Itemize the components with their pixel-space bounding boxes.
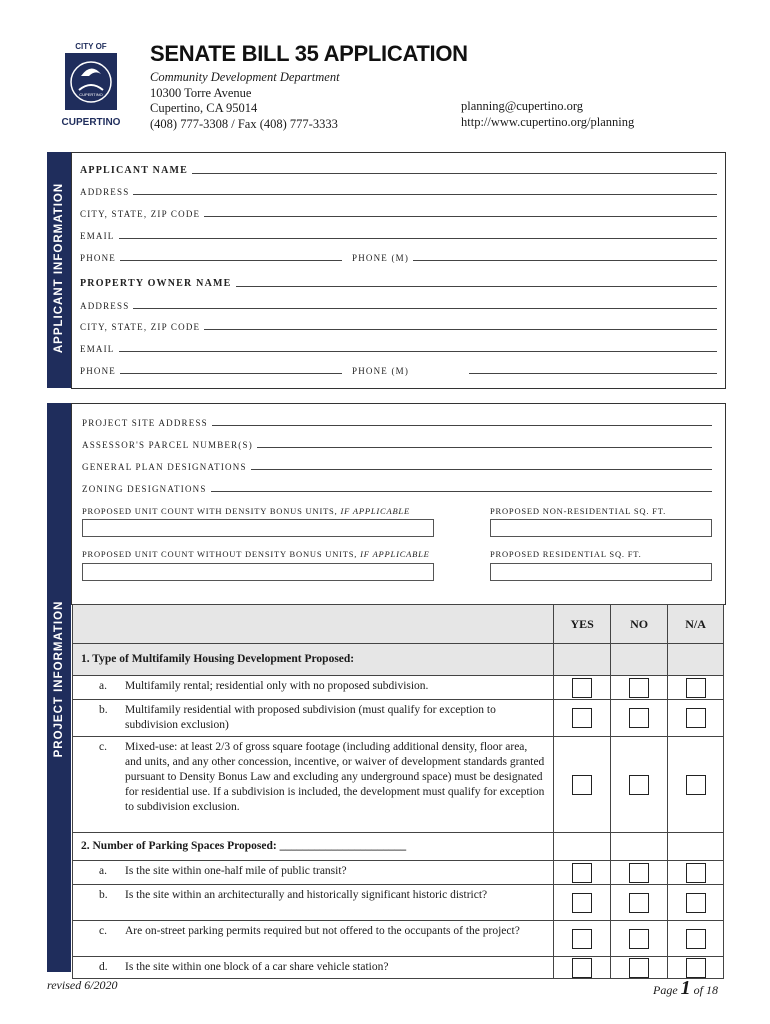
yes-checkbox[interactable] [572,893,592,913]
applicant-phone-label: PHONE [80,253,117,263]
applicant-name-row [80,165,717,176]
owner-phone-row [80,366,342,376]
item-letter: b. [99,889,108,901]
owner-address-field[interactable] [133,308,717,309]
question-1-row [73,644,724,676]
general-plan-label: GENERAL PLAN DESIGNATIONS [82,462,247,472]
unit-without-bonus-input[interactable] [82,563,434,581]
no-checkbox[interactable] [629,708,649,728]
owner-phone-m-label: PHONE (M) [352,366,410,376]
applicant-phone-m-field[interactable] [413,260,717,261]
phone-fax: (408) 777-3308 / Fax (408) 777-3333 [150,116,338,131]
col-no-header: NO [611,605,668,644]
address-line2: Cupertino, CA 95014 [150,101,258,115]
requirements-table [72,604,724,979]
owner-email-field[interactable] [119,351,718,352]
contact-website[interactable]: http://www.cupertino.org/planning [461,114,635,129]
site-address-label: PROJECT SITE ADDRESS [82,418,208,428]
owner-email-row [80,344,717,354]
question-2: 2. Number of Parking Spaces Proposed: ______________________ [73,833,554,861]
owner-city-row [80,322,717,332]
page-total: 18 [706,983,718,997]
page-of: of [693,983,703,997]
general-plan-field[interactable] [251,469,712,470]
project-sidebar [47,403,71,972]
no-checkbox[interactable] [629,863,649,883]
non-res-sqft-label: PROPOSED NON-RESIDENTIAL SQ. FT. [490,506,667,516]
owner-name-field[interactable] [236,286,717,287]
table-row [73,885,724,921]
applicant-email-row [80,231,717,241]
col-yes-header: YES [554,605,611,644]
item-text: Mixed-use: at least 2/3 of gross square footage (including additional density, floor area, and units, and any other concession, incentive, or waiver of development standards granted pursuant to Density Bonus Law and excluding any underground space) must be designated for residential use. If a subdivision is included, the development must qualify for exception to subdivision exclusion. [125,741,545,813]
table-row [73,921,724,957]
applicant-address-field[interactable] [133,194,717,195]
page-title: SENATE BILL 35 APPLICATION [150,41,468,66]
no-checkbox[interactable] [629,958,649,978]
owner-phone-field[interactable] [120,373,342,374]
applicant-city-field[interactable] [204,216,717,217]
applicant-name-label: APPLICANT NAME [80,165,189,176]
no-checkbox[interactable] [629,893,649,913]
general-plan-row [82,462,712,472]
unit-with-bonus-input[interactable] [82,519,434,537]
item-text: Is the site within an architecturally and historically significant historic district? [125,889,488,901]
item-letter: c. [99,741,107,753]
contact-block [461,99,634,130]
owner-phone-m-field[interactable] [469,373,717,374]
applicant-phone-m-label: PHONE (M) [352,253,410,263]
res-sqft-label: PROPOSED RESIDENTIAL SQ. FT. [490,549,642,559]
item-text: Are on-street parking permits required but not offered to the occupants of the project? [125,925,520,937]
applicant-sidebar [47,152,71,388]
item-letter: a. [99,680,107,692]
yes-checkbox[interactable] [572,678,592,698]
logo-seal-text: CUPERTINO [79,92,103,97]
department-name: Community Development Department [150,70,340,84]
applicant-email-label: EMAIL [80,231,115,241]
applicant-phone-m-row [352,253,717,263]
na-checkbox[interactable] [686,678,706,698]
applicant-side-label: APPLICANT INFORMATION [53,182,65,354]
site-address-field[interactable] [212,425,712,426]
table-row [73,676,724,700]
na-checkbox[interactable] [686,863,706,883]
res-sqft-input[interactable] [490,563,712,581]
applicant-city-row [80,209,717,219]
na-checkbox[interactable] [686,958,706,978]
zoning-label: ZONING DESIGNATIONS [82,484,207,494]
item-letter: d. [99,961,108,973]
owner-phone-label: PHONE [80,366,117,376]
applicant-email-field[interactable] [119,238,718,239]
question-2-row [73,833,724,861]
site-address-row [82,418,712,428]
question-1: 1. Type of Multifamily Housing Development Proposed: [73,644,554,676]
yes-checkbox[interactable] [572,958,592,978]
table-header-blank [73,605,554,644]
yes-checkbox[interactable] [572,929,592,949]
table-row [73,957,724,979]
owner-address-label: ADDRESS [80,301,130,311]
applicant-address-row [80,187,717,197]
apn-label: ASSESSOR'S PARCEL NUMBER(S) [82,440,253,450]
item-letter: c. [99,925,107,937]
department-address-block [150,70,340,132]
owner-email-label: EMAIL [80,344,115,354]
city-logo [54,40,128,132]
owner-phone-m-row [352,366,717,376]
applicant-address-label: ADDRESS [80,187,130,197]
applicant-phone-row [80,253,342,263]
logo-bottom-text: CUPERTINO [61,117,121,128]
no-checkbox[interactable] [629,929,649,949]
yes-checkbox[interactable] [572,708,592,728]
page-current: 1 [680,977,691,999]
item-letter: b. [99,704,108,716]
yes-checkbox[interactable] [572,775,592,795]
contact-email[interactable]: planning@cupertino.org [461,99,584,113]
no-checkbox[interactable] [629,775,649,795]
item-text: Multifamily residential with proposed subdivision (must qualify for exception to subdivision exclusion) [125,704,496,731]
owner-city-field[interactable] [204,329,717,330]
table-row [73,861,724,885]
page-number [653,977,718,1000]
na-checkbox[interactable] [686,708,706,728]
no-checkbox[interactable] [629,678,649,698]
na-checkbox[interactable] [686,929,706,949]
unit-with-bonus-label: PROPOSED UNIT COUNT WITH DENSITY BONUS UNITS, IF APPLICABLE [82,506,410,516]
applicant-city-label: CITY, STATE, ZIP CODE [80,209,201,219]
col-na-header: N/A [668,605,724,644]
item-text: Is the site within one-half mile of public transit? [125,865,347,877]
table-row [73,737,724,833]
yes-checkbox[interactable] [572,863,592,883]
zoning-row [82,484,712,494]
page-prefix: Page [653,983,678,997]
owner-name-row [80,278,717,289]
table-header-row [73,605,724,644]
zoning-field[interactable] [211,491,712,492]
owner-name-label: PROPERTY OWNER NAME [80,278,232,289]
revision-date: revised 6/2020 [47,978,118,992]
apn-row [82,440,712,450]
applicant-phone-field[interactable] [120,260,342,261]
owner-address-row [80,301,717,311]
apn-field[interactable] [257,447,712,448]
address-line1: 10300 Torre Avenue [150,85,252,100]
non-res-sqft-input[interactable] [490,519,712,537]
logo-top-text: CITY OF [75,42,107,51]
owner-city-label: CITY, STATE, ZIP CODE [80,322,201,332]
unit-without-bonus-label: PROPOSED UNIT COUNT WITHOUT DENSITY BONUS UNITS, IF APPLICABLE [82,549,430,559]
project-side-label: PROJECT INFORMATION [53,600,65,758]
item-letter: a. [99,865,107,877]
table-row [73,700,724,737]
item-text: Is the site within one block of a car share vehicle station? [125,961,389,973]
na-checkbox[interactable] [686,775,706,795]
applicant-name-field[interactable] [192,173,717,174]
item-text: Multifamily rental; residential only with no proposed subdivision. [125,680,429,692]
na-checkbox[interactable] [686,893,706,913]
